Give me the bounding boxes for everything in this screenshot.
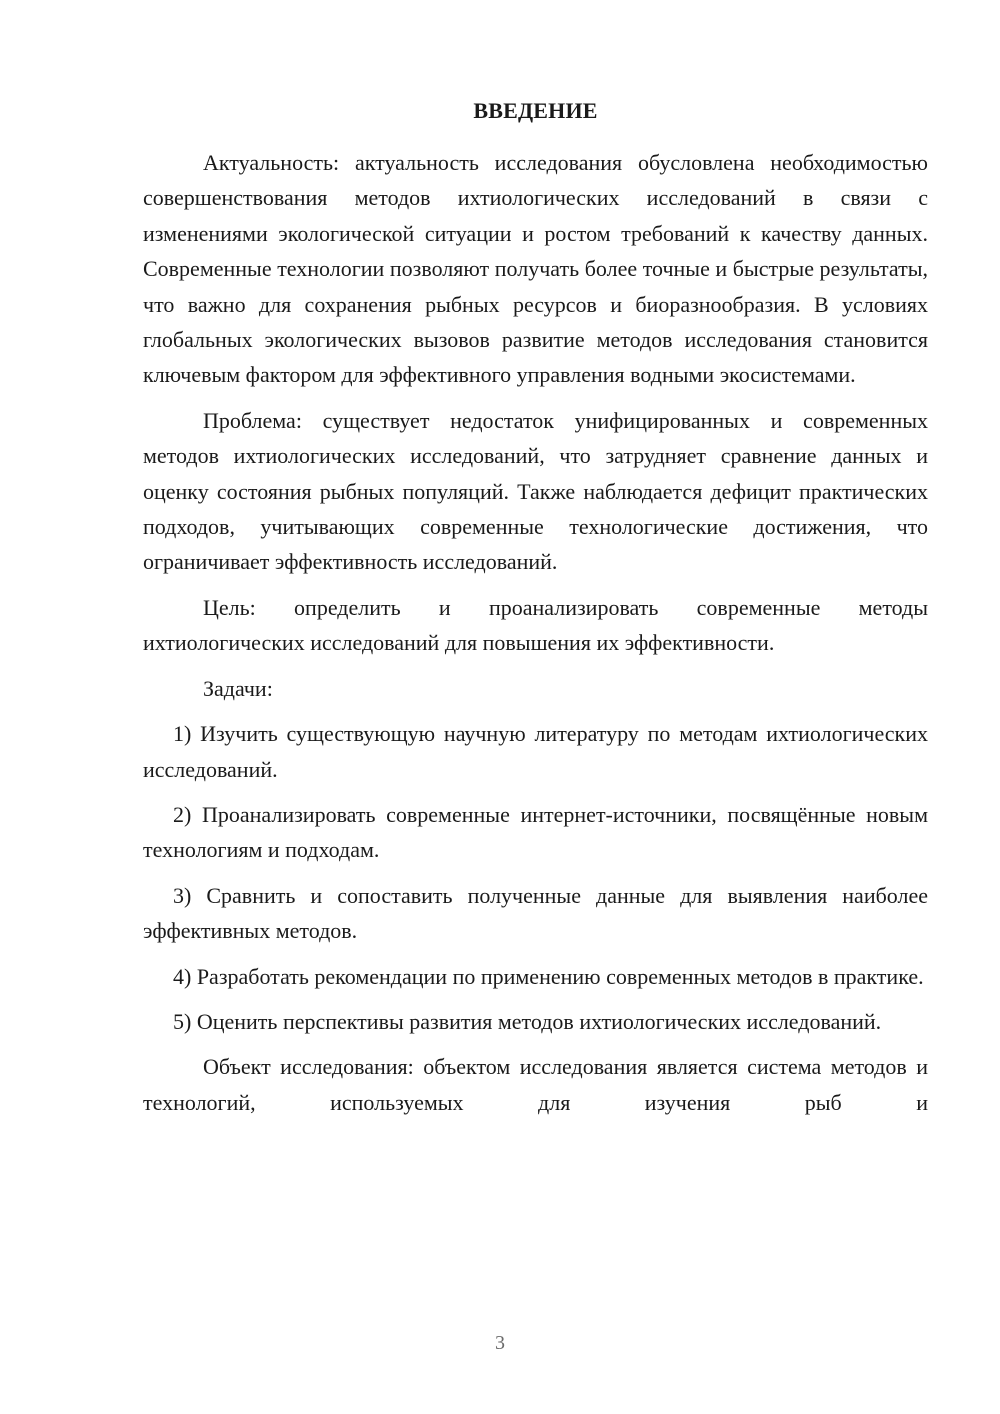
task-item-1: 1) Изучить существующую научную литературу по методам ихтиологических исследований. — [143, 721, 928, 782]
task-item-2: 2) Проанализировать современные интернет-источники, посвящённые новым технологиям и подходам. — [143, 801, 928, 863]
paragraph-object: Объект исследования: объектом исследования является система методов и технологий, используемых для изучения рыб и — [143, 1054, 928, 1115]
task-item-3: 3) Сравнить и сопоставить полученные данные для выявления наиболее эффективных методов. — [143, 882, 928, 944]
paragraph-goal: Цель: определить и проанализировать современные методы ихтиологических исследований для повышения их эффективности. — [143, 594, 928, 656]
document-page — [143, 95, 928, 1130]
page-number: 3 — [495, 1332, 505, 1354]
task-item-4: 4) Разработать рекомендации по применению современных методов в практике. — [173, 963, 924, 989]
task-item-5: 5) Оценить перспективы развития методов ихтиологических исследований. — [173, 1008, 882, 1034]
paragraph-relevance: Актуальность: актуальность исследования обусловлена необходимостью совершенствования методов ихтиологических исследований в связи с изменениями экологической ситуации и ростом требований к качеству данных. Современные технологии позволяют получать более точные и быстрые результаты, что важно для сохранения рыбных ресурсов и биоразнообразия. В условиях глобальных экологических вызовов развитие методов исследования становится ключевым фактором для эффективного управления водными экосистемами. — [143, 150, 928, 388]
tasks-label: Задачи: — [203, 675, 273, 701]
paragraph-problem: Проблема: существует недостаток унифицированных и современных методов ихтиологических исследований, что затрудняет сравнение данных и оценку состояния рыбных популяций. Также наблюдается дефицит практических подходов, учитывающих современные технологические достижения, что ограничивает эффективность исследований. — [143, 407, 928, 575]
section-heading: ВВЕДЕНИЕ — [473, 98, 598, 123]
